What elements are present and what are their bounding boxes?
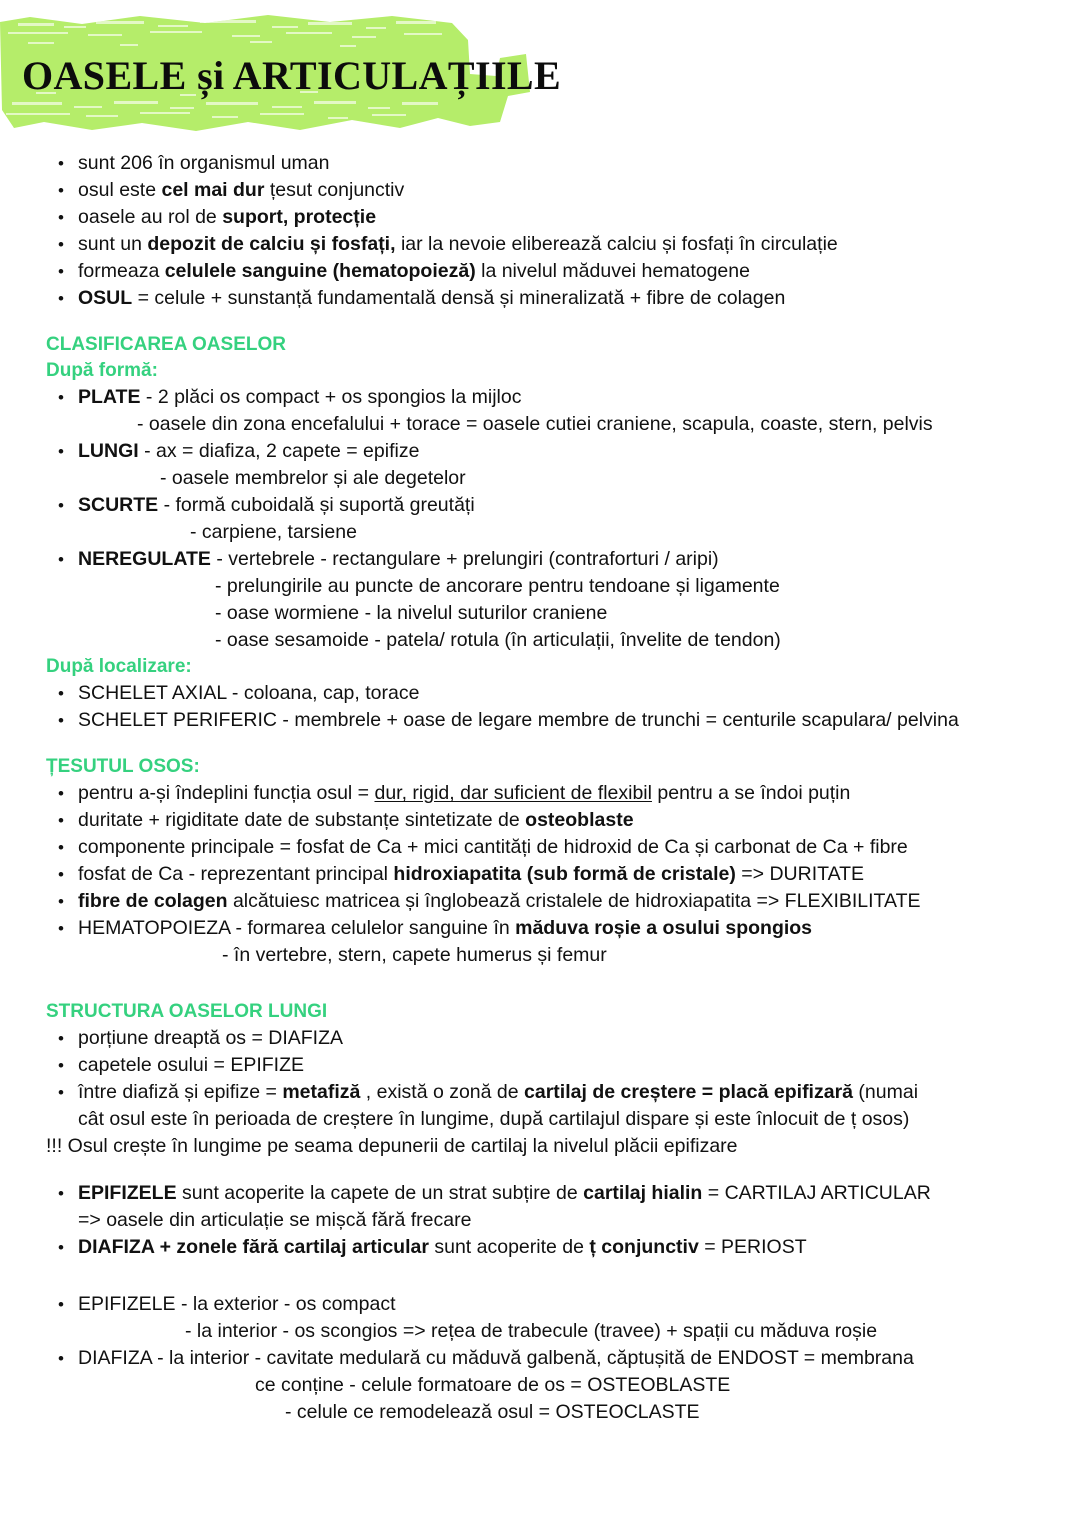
term-desc: - formă cuboidală și suportă greutăți — [158, 494, 475, 516]
section-heading-structura: STRUCTURA OASELOR LUNGI — [46, 1001, 328, 1022]
text-mid: , există o zonă de — [360, 1081, 525, 1103]
sub-line: - la interior - os scongios => rețea de trabecule (travee) + spații cu măduva roșie — [185, 1320, 878, 1342]
spacer — [0, 1261, 1080, 1291]
list-item — [0, 915, 1080, 942]
document-body — [0, 150, 1080, 1426]
text-post: la nivelul măduvei hematogene — [475, 260, 750, 282]
list-item — [0, 1079, 1080, 1106]
structura-list-b — [0, 1180, 1080, 1207]
list-item: • DIAFIZA - la interior - cavitate medulară cu măduvă galbenă, căptușită de ENDOST = membrana — [0, 1345, 1080, 1372]
term-cartilaj-hialin: cartilaj hialin — [583, 1182, 703, 1204]
text-bold: osteoblaste — [525, 809, 634, 831]
list-item — [0, 438, 1080, 465]
section-heading-tesutul-osos: ȚESUTUL OSOS: — [46, 756, 200, 777]
text-pre: HEMATOPOIEZA - formarea celulelor sanguine în — [78, 917, 516, 939]
text-bold: celulele sanguine (hematopoieză) — [164, 260, 476, 282]
sub-line: - prelungirile au puncte de ancorare pentru tendoane și ligamente — [215, 575, 780, 597]
list-item — [0, 1180, 1080, 1207]
term-desc: - 2 plăci os compact + os spongios la mijloc — [140, 386, 522, 408]
sub-line: - oasele din zona encefalului + torace = oasele cutiei craniene, scapula, coaste, stern, pelvis — [137, 413, 933, 435]
text-post: => DURITATE — [735, 863, 865, 885]
list-item: • porțiune dreaptă os = DIAFIZA — [0, 1025, 1080, 1052]
structura-list-b — [0, 1234, 1080, 1261]
text-post: pentru a se îndoi puțin — [651, 782, 851, 804]
term-desc: - vertebrele - rectangulare + prelungiri (contraforturi / aripi) — [210, 548, 719, 570]
subheading-dupa-localizare: După localizare: — [46, 656, 192, 677]
localizare-list — [0, 680, 1080, 734]
text-bold: hidroxiapatita (sub formă de cristale) — [393, 863, 736, 885]
continuation-line: => oasele din articulație se mișcă fără frecare — [78, 1209, 472, 1231]
text-pre: sunt un — [78, 233, 148, 255]
sub-line: - oasele membrelor și ale degetelor — [160, 467, 466, 489]
sub-line: - oase wormiene - la nivelul suturilor craniene — [215, 602, 608, 624]
term-t-conjunctiv: ț conjunctiv — [589, 1236, 699, 1258]
structura-list-a — [0, 1025, 1080, 1106]
text-underlined: dur, rigid, dar suficient de flexibil — [374, 782, 652, 804]
term-scurte: SCURTE — [78, 494, 159, 516]
text-pre: pentru a-și îndeplini funcția osul = — [78, 782, 375, 804]
text-post: = celule + sunstanță fundamentală densă și mineralizată + fibre de colagen — [132, 287, 786, 309]
list-item — [0, 492, 1080, 519]
list-item — [0, 546, 1080, 573]
spacer — [0, 312, 1080, 332]
term-desc: - ax = diafiza, 2 capete = epifize — [138, 440, 420, 462]
list-item: • capetele osului = EPIFIZE — [0, 1052, 1080, 1079]
text-bold: fibre de colagen — [78, 890, 228, 912]
sub-line: ce conține - celule formatoare de os = OSTEOBLASTE — [255, 1374, 731, 1396]
spacer — [0, 969, 1080, 999]
subheading-dupa-forma: După formă: — [46, 360, 158, 381]
sub-line: - în vertebre, stern, capete humerus și femur — [222, 944, 607, 966]
list-item — [0, 150, 1080, 177]
text-post: = PERIOST — [698, 1236, 807, 1258]
list-item — [0, 285, 1080, 312]
intro-bullet-list — [0, 150, 1080, 312]
forma-list — [0, 438, 1080, 465]
term-epifizele: EPIFIZELE — [78, 1182, 177, 1204]
list-item — [0, 861, 1080, 888]
list-item — [0, 384, 1080, 411]
text-post: alcătuiesc matricea și înglobează cristalele de hidroxiapatita => FLEXIBILITATE — [227, 890, 921, 912]
text-pre: oasele au rol de — [78, 206, 223, 228]
page-title: OASELE și ARTICULAȚIILE — [22, 53, 562, 98]
text-mid: sunt acoperite la capete de un strat subțire de — [176, 1182, 584, 1204]
continuation-line: cât osul este în perioada de creștere în lungime, după cartilajul dispare și este înlocuit de ț osos) — [78, 1108, 910, 1130]
term-lungi: LUNGI — [78, 440, 139, 462]
text-bold: suport, protecție — [222, 206, 377, 228]
text-bold: cel mai dur — [161, 179, 265, 201]
text-bold: depozit de calciu și fosfați, — [147, 233, 396, 255]
text-pre: formeaza — [78, 260, 165, 282]
text-pre: osul este — [78, 179, 162, 201]
list-item: • SCHELET AXIAL - coloana, cap, torace — [0, 680, 1080, 707]
sub-line: - celule ce remodelează osul = OSTEOCLASTE — [285, 1401, 700, 1423]
spacer — [0, 734, 1080, 754]
list-item: • SCHELET PERIFERIC - membrele + oase de legare membre de trunchi = centurile scapulara/ pelvina — [0, 707, 1080, 734]
list-item — [0, 834, 1080, 861]
text-mid: sunt acoperite de — [428, 1236, 590, 1258]
sub-line: - carpiene, tarsiene — [190, 521, 357, 543]
text-pre: între diafiză și epifize = — [78, 1081, 283, 1103]
text-pre: componente principale = fosfat de Ca + mici cantități de hidroxid de Ca și carbonat de Ca + fibre — [78, 836, 908, 858]
spacer — [0, 1160, 1080, 1180]
text-post: țesut conjunctiv — [264, 179, 405, 201]
list-item — [0, 231, 1080, 258]
list-item — [0, 1234, 1080, 1261]
sub-line: - oase sesamoide - patela/ rotula (în articulații, învelite de tendon) — [215, 629, 781, 651]
term-diafiza: DIAFIZA + zonele fără cartilaj articular — [78, 1236, 429, 1258]
structura-list-c — [0, 1345, 1080, 1372]
list-item — [0, 177, 1080, 204]
list-item: • EPIFIZELE - la exterior - os compact — [0, 1291, 1080, 1318]
text-post: iar la nevoie eliberează calciu și fosfați în circulație — [395, 233, 838, 255]
text-post: = CARTILAJ ARTICULAR — [702, 1182, 931, 1204]
list-item — [0, 258, 1080, 285]
text-pre: fosfat de Ca - reprezentant principal — [78, 863, 394, 885]
warning-line: !!! Osul crește în lungime pe seama depunerii de cartilaj la nivelul plăcii epifizare — [46, 1135, 738, 1157]
list-item — [0, 888, 1080, 915]
forma-list — [0, 546, 1080, 573]
text-pre: sunt 206 în organismul uman — [78, 152, 330, 174]
text-pre: duritate + rigiditate date de substanțe sintetizate de — [78, 809, 526, 831]
forma-list — [0, 492, 1080, 519]
forma-list — [0, 384, 1080, 411]
list-item — [0, 807, 1080, 834]
term-placa-epifizara: cartilaj de creștere = placă epifizară — [524, 1081, 854, 1103]
structura-list-c — [0, 1291, 1080, 1318]
list-item — [0, 204, 1080, 231]
term-plate: PLATE — [78, 386, 141, 408]
title-banner — [0, 0, 1080, 150]
section-heading-clasificarea: CLASIFICAREA OASELOR — [46, 334, 286, 355]
text-bold: OSUL — [78, 287, 133, 309]
list-item — [0, 780, 1080, 807]
text-bold: măduva roșie a osului spongios — [515, 917, 813, 939]
text-post: (numai — [853, 1081, 919, 1103]
term-metafiza: metafiză — [282, 1081, 361, 1103]
term-neregulate: NEREGULATE — [78, 548, 211, 570]
tesut-list — [0, 780, 1080, 942]
